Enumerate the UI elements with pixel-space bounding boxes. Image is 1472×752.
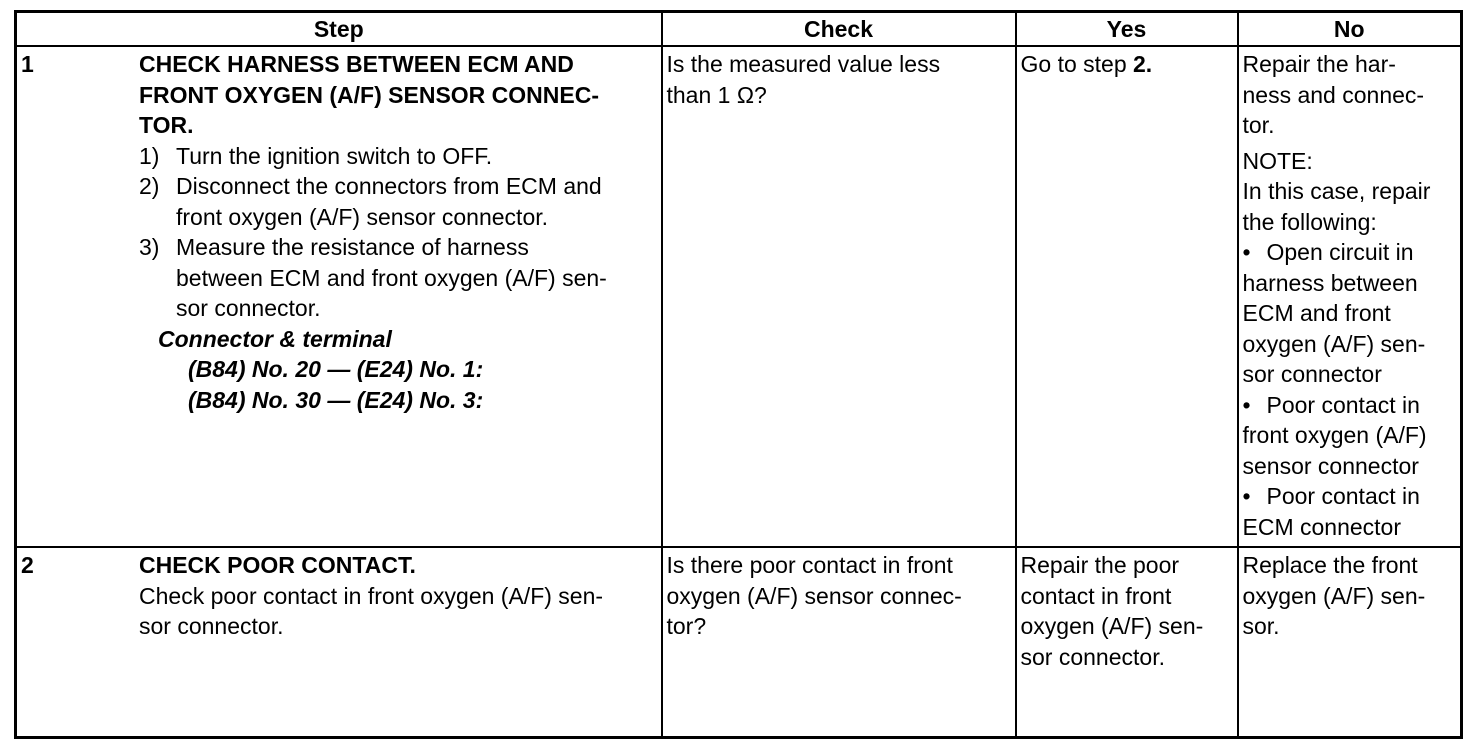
no-line: sor. — [1242, 613, 1280, 639]
step-number: 1 — [21, 51, 34, 77]
yes-step-ref: 2. — [1133, 51, 1153, 77]
bullet-line: sensor connector — [1242, 452, 1419, 479]
header-step: Step — [16, 12, 662, 47]
check-line: tor? — [666, 613, 707, 639]
step-cell — [16, 46, 662, 547]
step-title-line: FRONT OXYGEN (A/F) SENSOR CONNEC- — [139, 81, 600, 108]
step-cell — [16, 547, 662, 738]
no-cell — [1238, 46, 1462, 547]
bullet-line: Poor contact in — [1266, 391, 1420, 418]
substep-line: front oxygen (A/F) sensor connector. — [176, 203, 549, 230]
check-line: Is the measured value less — [666, 51, 941, 77]
no-cell — [1238, 547, 1462, 738]
substep — [139, 171, 644, 232]
bullet-line: harness between — [1242, 269, 1418, 296]
bullet-line: ECM connector — [1242, 513, 1402, 540]
note-line: the following: — [1242, 208, 1377, 235]
yes-cell — [1016, 46, 1238, 547]
check-line: Is there poor contact in front — [666, 552, 953, 578]
header-no: No — [1238, 12, 1462, 47]
header-yes: Yes — [1016, 12, 1238, 47]
yes-line: Repair the poor — [1020, 552, 1180, 578]
bullet-item — [1243, 237, 1457, 268]
substep-text — [176, 232, 644, 324]
step-body-line: Check poor contact in front oxygen (A/F) sen- — [139, 582, 604, 609]
substep-line: between ECM and front oxygen (A/F) sen- — [176, 264, 607, 291]
spec-line: (B84) No. 30 — (E24) No. 3: — [188, 386, 484, 413]
yes-cell — [1016, 547, 1238, 738]
step-title — [139, 550, 644, 581]
step-number: 2 — [21, 552, 34, 578]
substep-text — [176, 141, 644, 172]
bullet-line: front oxygen (A/F) — [1242, 422, 1427, 448]
spec-line: (B84) No. 20 — (E24) No. 1: — [188, 356, 484, 382]
diagnostic-table — [14, 10, 1463, 739]
no-line: ness and connec- — [1242, 81, 1425, 108]
substep-line: Measure the resistance of harness — [176, 234, 529, 260]
bullet-item — [1243, 481, 1457, 512]
bullet-line: ECM and front — [1242, 300, 1391, 326]
substep-line: Turn the ignition switch to OFF. — [176, 142, 493, 169]
bullet-line: Open circuit in — [1266, 239, 1414, 265]
step-body — [139, 49, 644, 415]
note-heading: NOTE: — [1242, 147, 1313, 174]
yes-line: sor connector. — [1020, 643, 1165, 670]
bullet-item — [1243, 390, 1457, 421]
check-cell — [662, 547, 1016, 738]
note-line: In this case, repair — [1242, 178, 1431, 204]
substep-line: sor connector. — [176, 295, 321, 321]
no-line: Replace the front — [1242, 552, 1418, 578]
step-title-line: CHECK POOR CONTACT. — [139, 552, 416, 578]
substep — [139, 141, 644, 172]
yes-line: oxygen (A/F) sen- — [1020, 613, 1204, 639]
no-line: oxygen (A/F) sen- — [1242, 582, 1426, 609]
step-title-line: CHECK HARNESS BETWEEN ECM AND — [139, 51, 574, 77]
bullet-line: sor connector — [1242, 361, 1382, 387]
check-cell — [662, 46, 1016, 547]
substep-line: Disconnect the connectors from ECM and — [176, 173, 602, 199]
bullet-line: Poor contact in — [1266, 483, 1420, 509]
bullet-icon: • — [1242, 391, 1251, 418]
spec-title: Connector & terminal — [158, 325, 392, 352]
table-row — [16, 547, 1462, 738]
no-line: Repair the har- — [1242, 51, 1396, 77]
yes-text: Go to step — [1020, 51, 1134, 77]
table-row — [16, 46, 1462, 547]
header-check: Check — [662, 12, 1016, 47]
step-body — [139, 550, 644, 642]
check-line: oxygen (A/F) sensor connec- — [666, 582, 962, 609]
check-line: than 1 Ω? — [666, 81, 767, 108]
header-row — [16, 12, 1462, 47]
step-title — [139, 49, 644, 141]
bullet-line: oxygen (A/F) sen- — [1242, 330, 1426, 357]
yes-line: contact in front — [1020, 582, 1172, 609]
substep-text — [176, 171, 644, 232]
bullet-icon: • — [1242, 239, 1251, 265]
step-body-line: sor connector. — [139, 613, 284, 639]
step-title-line: TOR. — [139, 112, 194, 138]
no-line: tor. — [1242, 112, 1275, 138]
substep-number: 3) — [139, 234, 160, 260]
substep — [139, 232, 644, 324]
bullet-icon: • — [1242, 483, 1251, 509]
substep-number: 2) — [139, 173, 160, 199]
substep-number: 1) — [139, 142, 160, 169]
